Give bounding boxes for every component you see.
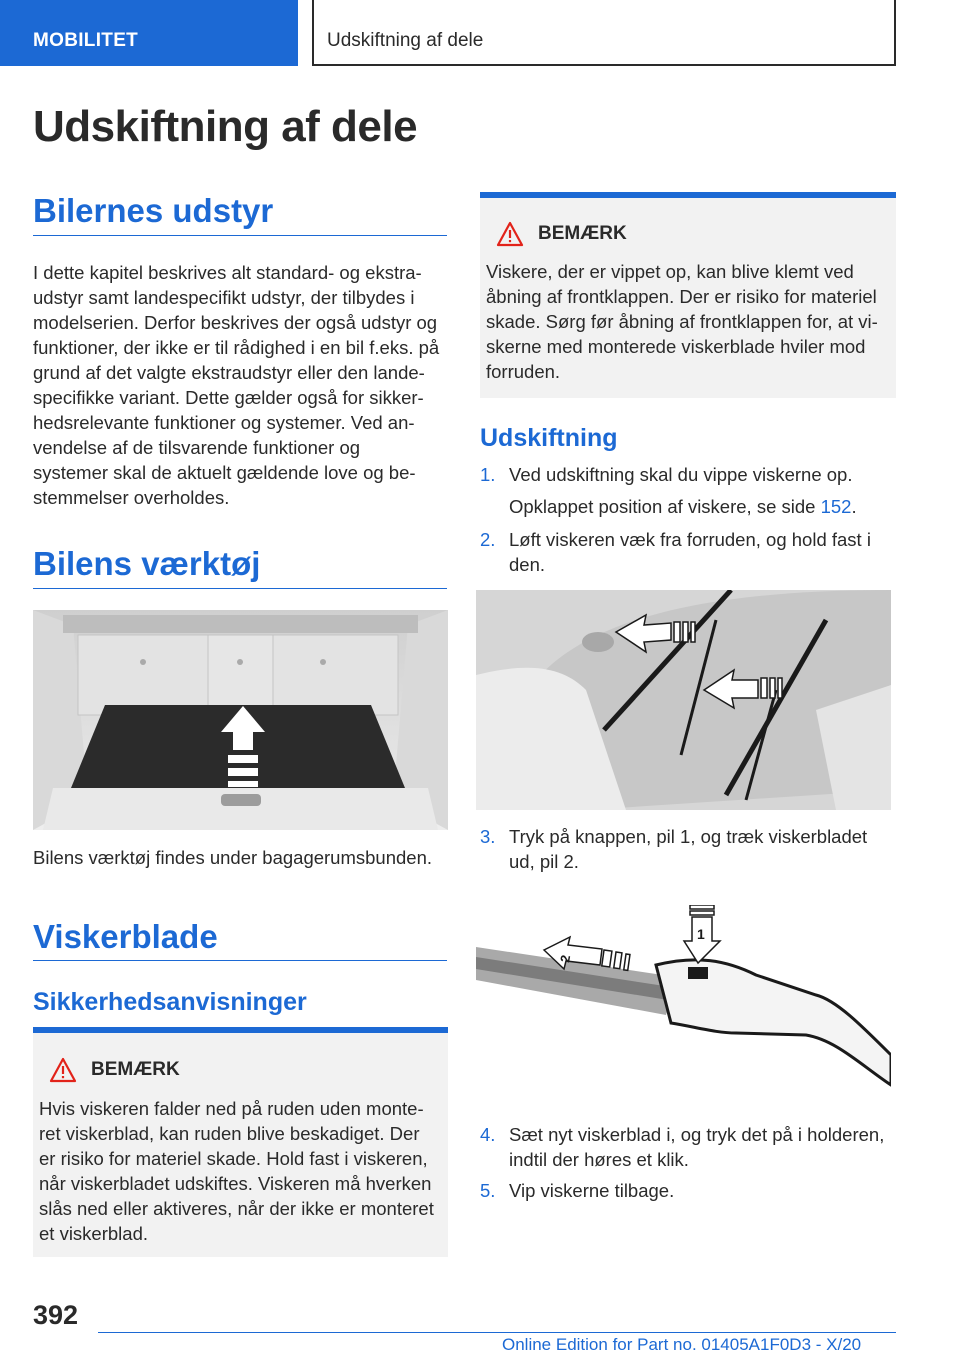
list-item [480, 824, 896, 874]
page-title: Udskiftning af dele [33, 102, 418, 151]
heading-wiper: Viskerblade [33, 918, 218, 955]
footer-edition-text: Online Edition for Part no. 01405A1F0D3 - X/20 [502, 1335, 862, 1354]
text-line: skade. Sørg før åbning af frontklappen for, at vi- [486, 311, 878, 332]
list-item [480, 462, 896, 522]
list-item [480, 527, 896, 577]
text-line: indtil der høres et klik. [509, 1149, 689, 1170]
heading-safety: Sikkerhedsanvisninger [33, 988, 307, 1016]
step-number: 4. [480, 1124, 496, 1145]
section-tab [0, 0, 298, 66]
notice-text [39, 1096, 434, 1246]
step-note [509, 494, 895, 519]
text-line: ud, pil 2. [509, 851, 579, 872]
heading-rule [33, 588, 447, 589]
text-line: hedsrelevante funktioner og systemer. Ved an- [33, 412, 415, 433]
arrow-1-label: 1 [697, 926, 705, 942]
text-line: grund af det valgte ekstraudstyr eller den lande- [33, 362, 425, 383]
heading-rule [33, 235, 447, 236]
heading-tools: Bilens værktøj [33, 545, 261, 582]
step-number: 5. [480, 1180, 496, 1201]
notice-box [33, 1027, 448, 1257]
text-line: funktioner, der ikke er til rådighed i en bil f.eks. på [33, 337, 440, 358]
page-link[interactable]: 152 [820, 496, 852, 517]
text-line: Sæt nyt viskerblad i, og tryk det på i holderen, [509, 1124, 885, 1145]
text-line: modelserien. Derfor beskrives der også udstyr og [33, 312, 438, 333]
step-number: 3. [480, 826, 496, 847]
trunk-image [33, 610, 448, 830]
text-line: Viskere, der er vippet op, kan blive klemt ved [486, 261, 854, 282]
warning-icon [49, 1057, 77, 1083]
text-line: når viskerbladet udskiftes. Viskeren må hverken [39, 1173, 432, 1194]
text-line: er risiko for materiel skade. Hold fast i viskeren, [39, 1148, 428, 1169]
text-line: stemmelser overholdes. [33, 487, 230, 508]
notice-text [486, 259, 878, 384]
notice-box [480, 192, 896, 398]
note-text: Opklappet position af viskere, se side [509, 496, 821, 517]
notice-header [49, 1057, 180, 1083]
notice-title: BEMÆRK [538, 223, 627, 244]
windshield-image [476, 590, 891, 810]
chapter-header-title: Udskiftning af dele [327, 30, 484, 51]
text-line: den. [509, 554, 546, 575]
tools-caption: Bilens værktøj findes under bagagerumsbunden. [33, 847, 433, 868]
notice-title: BEMÆRK [91, 1059, 180, 1080]
wiper-blade-diagram [476, 905, 891, 1110]
text-line: Vip viskerne tilbage. [509, 1180, 675, 1201]
note-text: . [851, 496, 857, 517]
text-line: ret viskerblad, kan ruden blive beskadiget. Der [39, 1123, 420, 1144]
arrow-2-label: 2 [557, 953, 574, 964]
text-line: slås ned eller aktiveres, når der ikke er monteret [39, 1198, 434, 1219]
text-line: specifikke variant. Dette gælder også for sikker- [33, 387, 424, 408]
text-line: Hvis viskeren falder ned på ruden uden monte- [39, 1098, 424, 1119]
heading-replacement: Udskiftning [480, 424, 618, 452]
equipment-paragraph [33, 260, 449, 510]
text-line: vendelse af de tilsvarende funktioner og [33, 437, 361, 458]
chapter-header [312, 0, 896, 66]
list-item [480, 1178, 896, 1206]
text-line: et viskerblad. [39, 1223, 148, 1244]
text-line: systemer skal de aktuelt gældende love og be- [33, 462, 416, 483]
footer-rule [98, 1332, 896, 1333]
section-tab-label: MOBILITET [33, 30, 139, 51]
heading-rule [33, 960, 447, 961]
step-number: 1. [480, 464, 496, 485]
step-text [509, 1178, 895, 1203]
step-text [509, 527, 895, 577]
text-line: forruden. [486, 361, 561, 382]
text-line: udstyr samt landespecifikt udstyr, der tilbydes i [33, 287, 415, 308]
notice-header [496, 221, 627, 247]
list-item [480, 1122, 896, 1172]
text-line: Ved udskiftning skal du vippe viskerne op. [509, 464, 853, 485]
text-line: Tryk på knappen, pil 1, og træk viskerbladet [509, 826, 868, 847]
page-number: 392 [33, 1300, 79, 1330]
step-text [509, 1122, 895, 1172]
step-text [509, 824, 895, 874]
text-line: Løft viskeren væk fra forruden, og hold fast i [509, 529, 871, 550]
text-line: skerne med monterede viskerblade hviler mod [486, 336, 866, 357]
heading-equipment: Bilernes udstyr [33, 192, 274, 229]
step-text [509, 462, 895, 519]
step-number: 2. [480, 529, 496, 550]
warning-icon [496, 221, 524, 247]
text-line: åbning af frontklappen. Der er risiko for materiel [486, 286, 877, 307]
text-line: I dette kapitel beskrives alt standard- og ekstra- [33, 262, 422, 283]
